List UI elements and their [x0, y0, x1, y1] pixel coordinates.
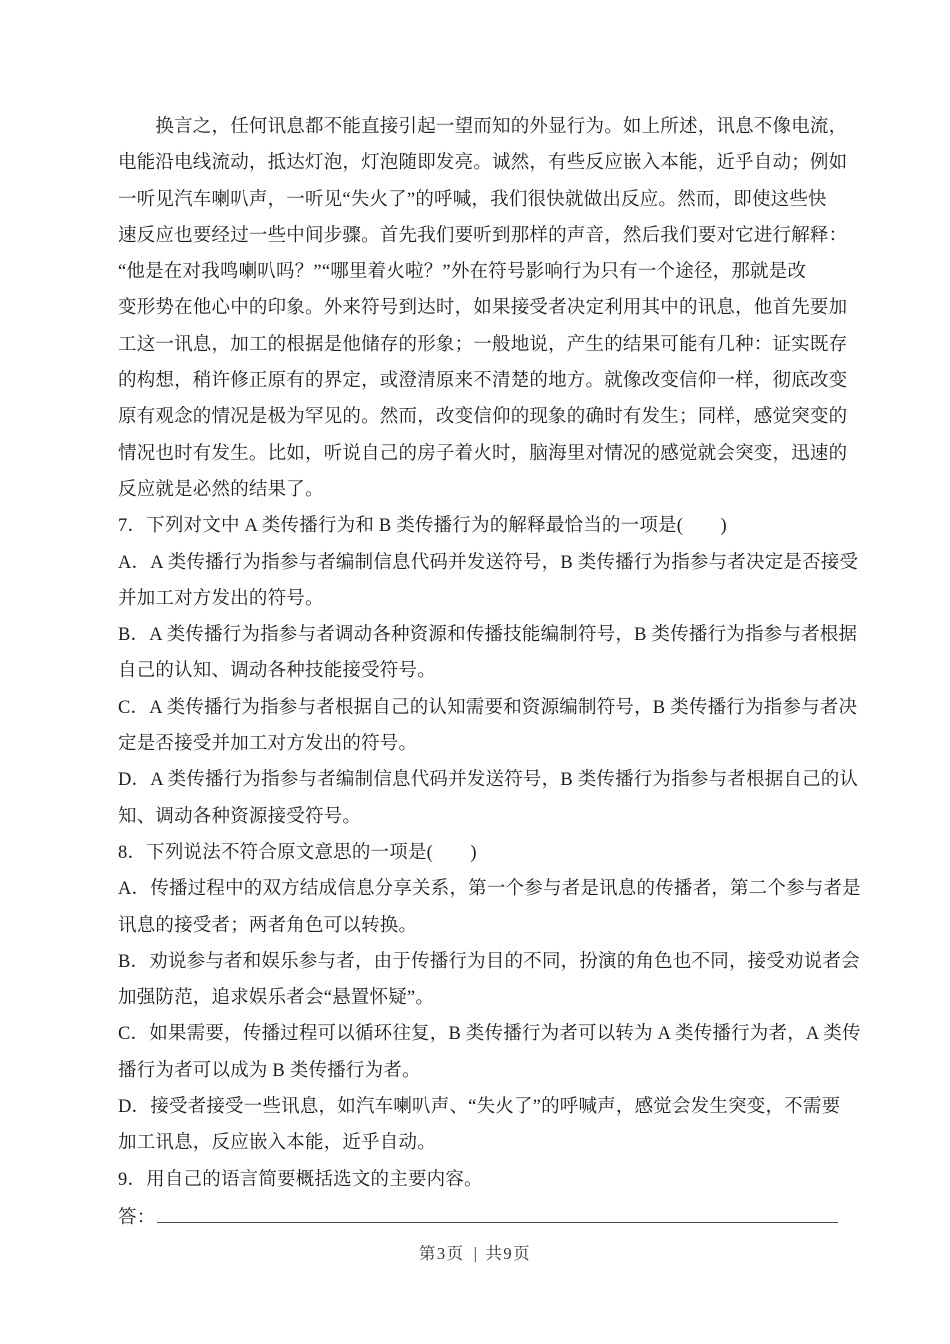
question-7-option-d-line: D．A 类传播行为指参与者编制信息代码并发送符号，B 类传播行为指参与者根据自己的认	[118, 770, 859, 791]
passage-line: 变形势在他心中的印象。外来符号到达时，如果接受者决定利用其中的讯息，他首先要加	[118, 298, 848, 319]
footer-divider: |	[473, 1244, 479, 1263]
question-7-option-c-line: C．A 类传播行为指参与者根据自己的认知需要和资源编制符号，B 类传播行为指参与者决	[118, 697, 858, 718]
page-content	[118, 109, 861, 1234]
answer-label: 答：	[118, 1207, 156, 1228]
question-8-option-d-line: 加工讯息，反应嵌入本能，近乎自动。	[118, 1133, 436, 1154]
answer-blank-underline[interactable]	[157, 1198, 838, 1223]
question-7-option-c-line: 定是否接受并加工对方发出的符号。	[118, 734, 418, 755]
passage-line: 反应就是必然的结果了。	[118, 479, 324, 500]
passage-line: 的构想，稍许修正原有的界定，或澄清原来不清楚的地方。就像改变信仰一样，彻底改变	[118, 371, 848, 392]
question-8-stem: 8．下列说法不符合原文意思的一项是( )	[118, 842, 477, 863]
passage-line: 速反应也要经过一些中间步骤。首先我们要听到那样的声音，然后我们要对它进行解释：	[118, 225, 848, 246]
question-7-stem: 7．下列对文中 A 类传播行为和 B 类传播行为的解释最恰当的一项是( )	[118, 516, 727, 537]
passage-line: 电能沿电线流动，抵达灯泡，灯泡随即发亮。诚然，有些反应嵌入本能，近乎自动；例如	[118, 153, 848, 174]
question-8-option-a-line: 讯息的接受者；两者角色可以转换。	[118, 915, 418, 936]
passage-line: 一听见汽车喇叭声，一听见“失火了”的呼喊，我们很快就做出反应。然而，即使这些快	[118, 189, 827, 210]
question-8-option-a-line: A．传播过程中的双方结成信息分享关系，第一个参与者是讯息的传播者，第二个参与者是	[118, 879, 861, 900]
question-7-option-d-line: 知、调动各种资源接受符号。	[118, 806, 362, 827]
passage-line: 情况也时有发生。比如，听说自己的房子着火时，脑海里对情况的感觉就会突变，迅速的	[118, 443, 848, 464]
passage-line: “他是在对我鸣喇叭吗？”“哪里着火啦？”外在符号影响行为只有一个途径，那就是改	[118, 262, 807, 283]
question-7-option-a-line: A．A 类传播行为指参与者编制信息代码并发送符号，B 类传播行为指参与者决定是否接受	[118, 552, 859, 573]
page-footer	[0, 1240, 950, 1264]
question-8-option-c-line: 播行为者可以成为 B 类传播行为者。	[118, 1060, 421, 1081]
passage-line: 工这一讯息，加工的根据是他储存的形象；一般地说，产生的结果可能有几种：证实既存	[118, 334, 848, 355]
question-9-answer-line	[118, 1198, 844, 1234]
question-8-option-c-line: C．如果需要，传播过程可以循环往复，B 类传播行为者可以转为 A 类传播行为者，A 类传	[118, 1024, 861, 1045]
footer-page-number: 第3页	[418, 1244, 465, 1263]
question-7-option-a-line: 并加工对方发出的符号。	[118, 588, 324, 609]
question-9-stem: 9．用自己的语言简要概括选文的主要内容。	[118, 1169, 483, 1190]
passage-line: 换言之，任何讯息都不能直接引起一望而知的外显行为。如上所述，讯息不像电流，	[118, 117, 848, 137]
question-8-option-d-line: D．接受者接受一些讯息，如汽车喇叭声、“失火了”的呼喊声，感觉会发生突变，不需要	[118, 1097, 841, 1118]
question-8-option-b-line: 加强防范，追求娱乐者会“悬置怀疑”。	[118, 988, 435, 1009]
question-8-option-b-line: B．劝说参与者和娱乐参与者，由于传播行为目的不同，扮演的角色也不同，接受劝说者会	[118, 951, 860, 972]
footer-total-pages: 共9页	[485, 1244, 532, 1263]
question-7-option-b-line: B．A 类传播行为指参与者调动各种资源和传播技能编制符号，B 类传播行为指参与者根据	[118, 625, 858, 646]
passage-line: 原有观念的情况是极为罕见的。然而，改变信仰的现象的确时有发生；同样，感觉突变的	[118, 407, 848, 428]
question-7-option-b-line: 自己的认知、调动各种技能接受符号。	[118, 661, 436, 682]
